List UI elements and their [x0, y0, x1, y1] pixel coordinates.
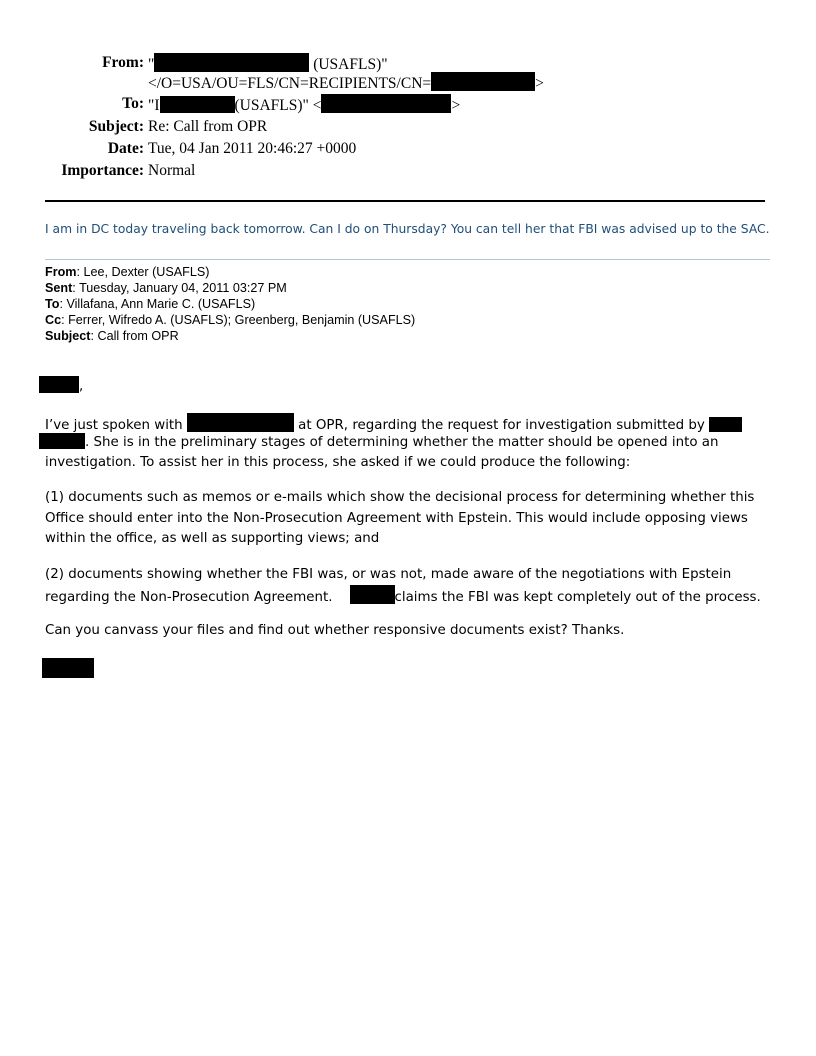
greeting	[45, 376, 83, 397]
fwd-cc-line	[45, 312, 415, 328]
to-quote: "I	[148, 97, 160, 114]
redaction-block	[42, 658, 94, 678]
paragraph-2-line-2: Office should enter into the Non-Prosecution Agreement with Epstein. This would include opposing views	[45, 511, 748, 526]
to-middle: (USAFLS)" <	[234, 97, 322, 114]
redaction-block	[350, 585, 395, 604]
from-label: From:	[102, 54, 144, 71]
date-value: Tue, 04 Jan 2011 20:46:27 +0000	[148, 140, 357, 157]
redaction-block	[154, 53, 309, 72]
fwd-subject-label: Subject	[45, 329, 91, 343]
fwd-to-line	[45, 296, 415, 312]
p3-text-c: claims the FBI was kept completely out of the process.	[394, 590, 761, 605]
from-value	[148, 53, 388, 74]
redaction-block	[39, 376, 79, 393]
signature	[45, 658, 94, 682]
fwd-sent-label: Sent	[45, 281, 73, 295]
subject-label: Subject:	[88, 118, 144, 135]
fwd-subject-value: : Call from OPR	[90, 329, 179, 343]
fwd-cc-value: : Ferrer, Wifredo A. (USAFLS); Greenberg, Benjamin (USAFLS)	[61, 313, 416, 327]
redaction-block	[160, 96, 235, 113]
redaction-block	[431, 72, 535, 91]
forwarded-header	[45, 264, 415, 344]
to-suffix: >	[451, 97, 461, 114]
redaction-block	[709, 417, 742, 432]
paragraph-4: Can you canvass your files and find out whether responsive documents exist? Thanks.	[45, 623, 625, 638]
email-header	[0, 0, 816, 190]
to-value	[148, 94, 460, 115]
paragraph-3-line-1: (2) documents showing whether the FBI was, or was not, made aware of the negotiations with Epstein	[45, 567, 732, 582]
fwd-sent-value: : Tuesday, January 04, 2011 03:27 PM	[72, 281, 287, 295]
from-quote: "	[148, 56, 155, 73]
reply-divider	[45, 259, 770, 260]
subject-value: Re: Call from OPR	[148, 118, 268, 135]
p1-text-b: at OPR, regarding the request for investigation submitted by	[293, 418, 710, 433]
fwd-from-line	[45, 264, 415, 280]
redaction-block	[187, 413, 294, 432]
p3-text-b: regarding the Non-Prosecution Agreement.	[45, 590, 350, 605]
p1-text-a: I’ve just spoken with	[45, 418, 187, 433]
header-divider	[45, 200, 765, 202]
fwd-from-label: From	[45, 265, 77, 279]
fwd-to-value: : Villafana, Ann Marie C. (USAFLS)	[59, 297, 256, 311]
reply-message: I am in DC today traveling back tomorrow. Can I do on Thursday? You can tell her that FBI was advised up to the SAC.	[45, 222, 770, 236]
from-suffix: (USAFLS)"	[309, 56, 388, 73]
fwd-subject-line	[45, 328, 415, 344]
paragraph-3-line-2	[45, 585, 761, 608]
redaction-block	[39, 433, 85, 449]
to-label: To:	[122, 95, 144, 112]
from-address-prefix: </O=USA/OU=FLS/CN=RECIPIENTS/CN=	[148, 75, 432, 92]
paragraph-2-line-1: (1) documents such as memos or e-mails which show the decisional process for determining whether this	[45, 490, 755, 505]
paragraph-1-line-3: investigation. To assist her in this process, she asked if we could produce the following:	[45, 455, 631, 470]
fwd-from-value: : Lee, Dexter (USAFLS)	[76, 265, 210, 279]
fwd-to-label: To	[45, 297, 60, 311]
fwd-sent-line	[45, 280, 415, 296]
importance-label: Importance:	[61, 162, 144, 179]
fwd-cc-label: Cc	[45, 313, 62, 327]
message-body	[45, 376, 785, 696]
paragraph-2-line-3: within the office, as well as supporting views; and	[45, 531, 380, 546]
paragraph-1-line-2	[45, 433, 718, 453]
greeting-punct: ,	[79, 379, 84, 394]
date-label: Date:	[107, 140, 144, 157]
importance-value: Normal	[148, 162, 196, 179]
from-address-suffix: >	[535, 75, 544, 92]
p1-text-c: . She is in the preliminary stages of determining whether the matter should be opened into an	[85, 435, 719, 450]
from-address	[148, 72, 544, 93]
redaction-block	[321, 94, 451, 113]
